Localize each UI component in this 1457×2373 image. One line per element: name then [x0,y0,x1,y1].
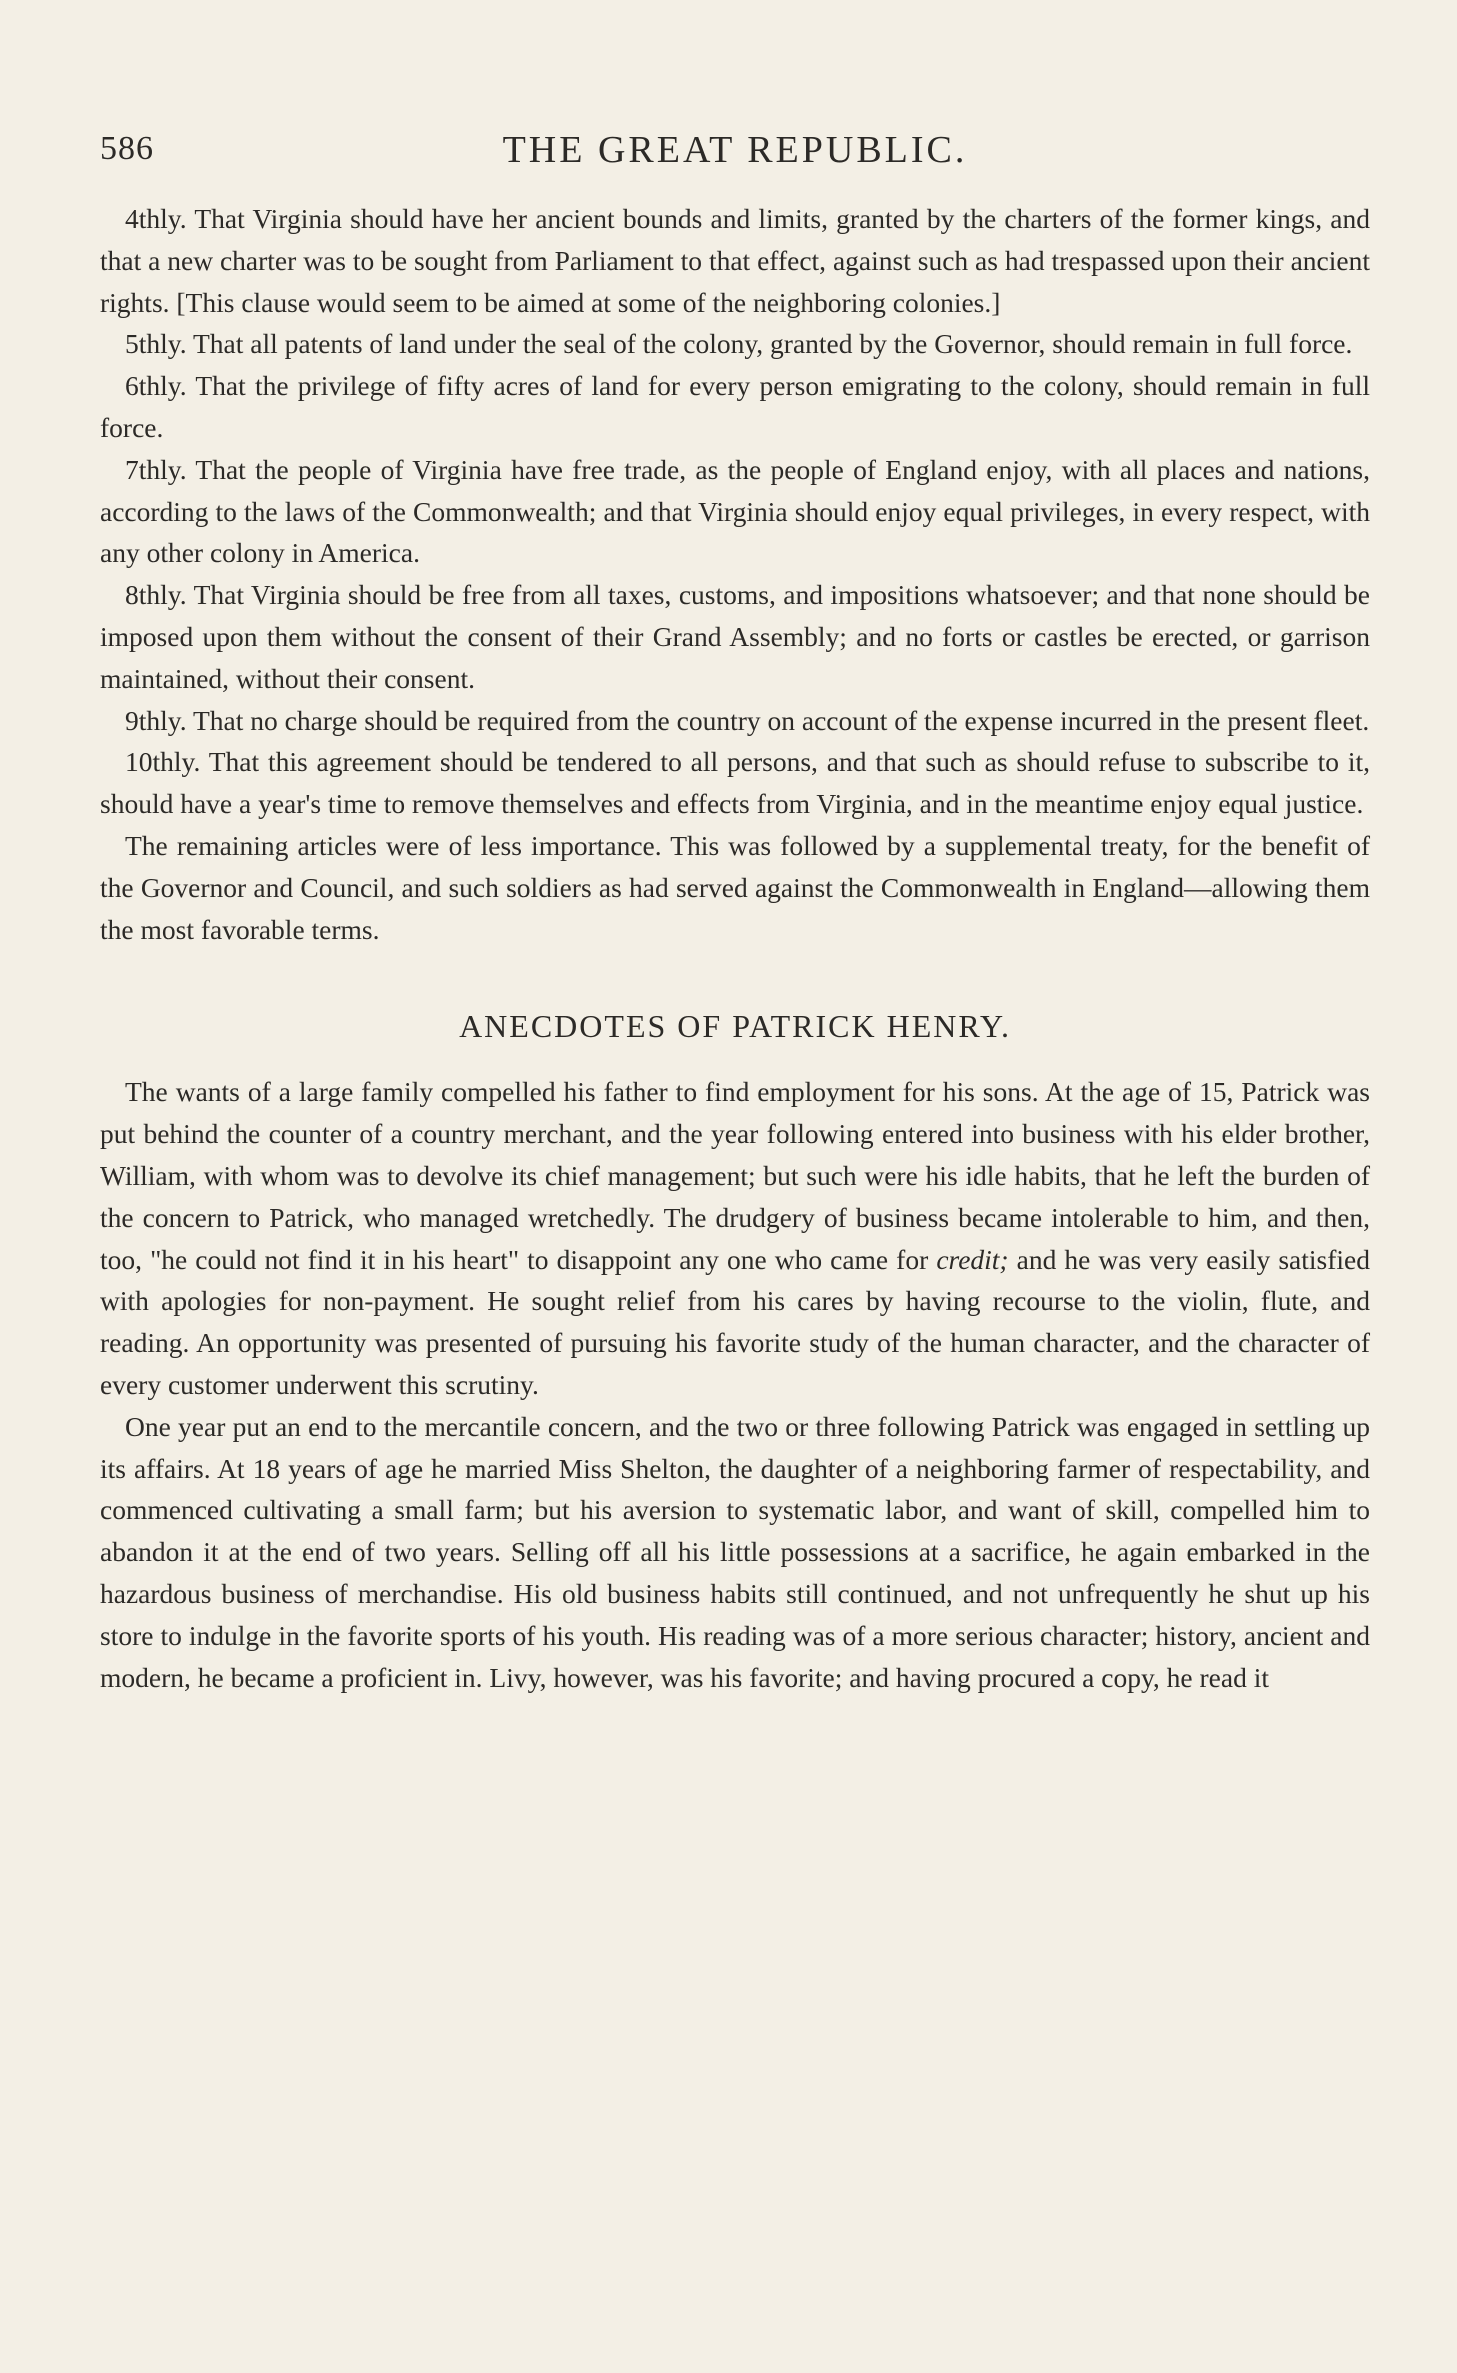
credit-emphasis: credit; [936,1243,1009,1275]
anecdote-paragraph-1 [100,1071,1370,1405]
section-heading: ANECDOTES OF PATRICK HENRY. [459,1008,1011,1045]
anecdote-paragraph-1-text-a: The wants of a large family compelled his father to find employment for his sons. At the age of 15, Patrick was put behind the counter of a country merchant, and the year following entered into business with his elder brother, William, with whom was to devolve its chief management; but such were his idle habits, that he left the burden of the concern to Patrick, who managed wretchedly. The drudgery of business became intolerable to him, and then, too, "he could not find it in his heart" to disappoint any one who came for [100,1076,1370,1275]
article-6: 6thly. That the privilege of fifty acres of land for every person emigrating to the colony, should remain in full force. [100,370,1370,443]
running-head [100,120,1370,180]
anecdote-paragraph-2: One year put an end to the mercantile concern, and the two or three following Patrick was engaged in settling up its affairs. At 18 years of age he married Miss Shelton, the daughter of a neighboring farmer of respectability, and commenced cultivating a small farm; but his aversion to systematic labor, and want of skill, compelled him to abandon it at the end of two years. Selling off all his little possessions at a sacrifice, he again embarked in the hazardous business of merchandise. His old business habits still continued, and not unfrequently he shut up his store to indulge in the favorite sports of his youth. His reading was of a more serious character; history, ancient and modern, he became a proficient in. Livy, however, was his favorite; and having procured a copy, he read it [100,1410,1370,1693]
article-8: 8thly. That Virginia should be free from all taxes, customs, and impositions whatsoever; and that none should be imposed upon them without the consent of their Grand Assembly; and no forts or castles be erected, or garrison maintained, without their consent. [100,579,1370,694]
article-7: 7thly. That the people of Virginia have free trade, as the people of England enjoy, with all places and nations, according to the laws of the Commonwealth; and that Virginia should enjoy equal privileges, in every respect, with any other colony in America. [100,453,1370,569]
page-number: 586 [100,130,154,167]
article-10: 10thly. That this agreement should be tendered to all persons, and that such as should refuse to subscribe to it, should have a year's time to remove themselves and effects from Virginia, and in the meantime enjoy equal justice. [100,746,1370,820]
article-9: 9thly. That no charge should be required from the country on account of the expense incurred in the present fleet. [125,704,1370,736]
remaining-articles-paragraph: The remaining articles were of less importance. This was followed by a supplemental treaty, for the benefit of the Governor and Council, and such soldiers as had served against the Commonwealth in England—allowing them the most favorable terms. [100,829,1370,945]
anecdote-paragraph-1-text-b: and he was very easily satisfied with apologies for non-payment. He sought relief from his cares by having recourse to the violin, flute, and reading. An opportunity was presented of pursuing his favorite study of the human character, and the character of every customer underwent this scrutiny. [100,1243,1370,1400]
book-page [100,120,1370,1698]
article-5: 5thly. That all patents of land under the seal of the colony, granted by the Governor, should remain in full force. [125,328,1353,360]
article-4: 4thly. That Virginia should have her ancient bounds and limits, granted by the charters of the former kings, and that a new charter was to be sought from Parliament to that effect, against such as had trespassed upon their ancient rights. [This clause would seem to be aimed at some of the neighboring colonies.] [100,203,1370,318]
treaty-articles [100,198,1370,950]
running-title: THE GREAT REPUBLIC. [502,129,968,171]
